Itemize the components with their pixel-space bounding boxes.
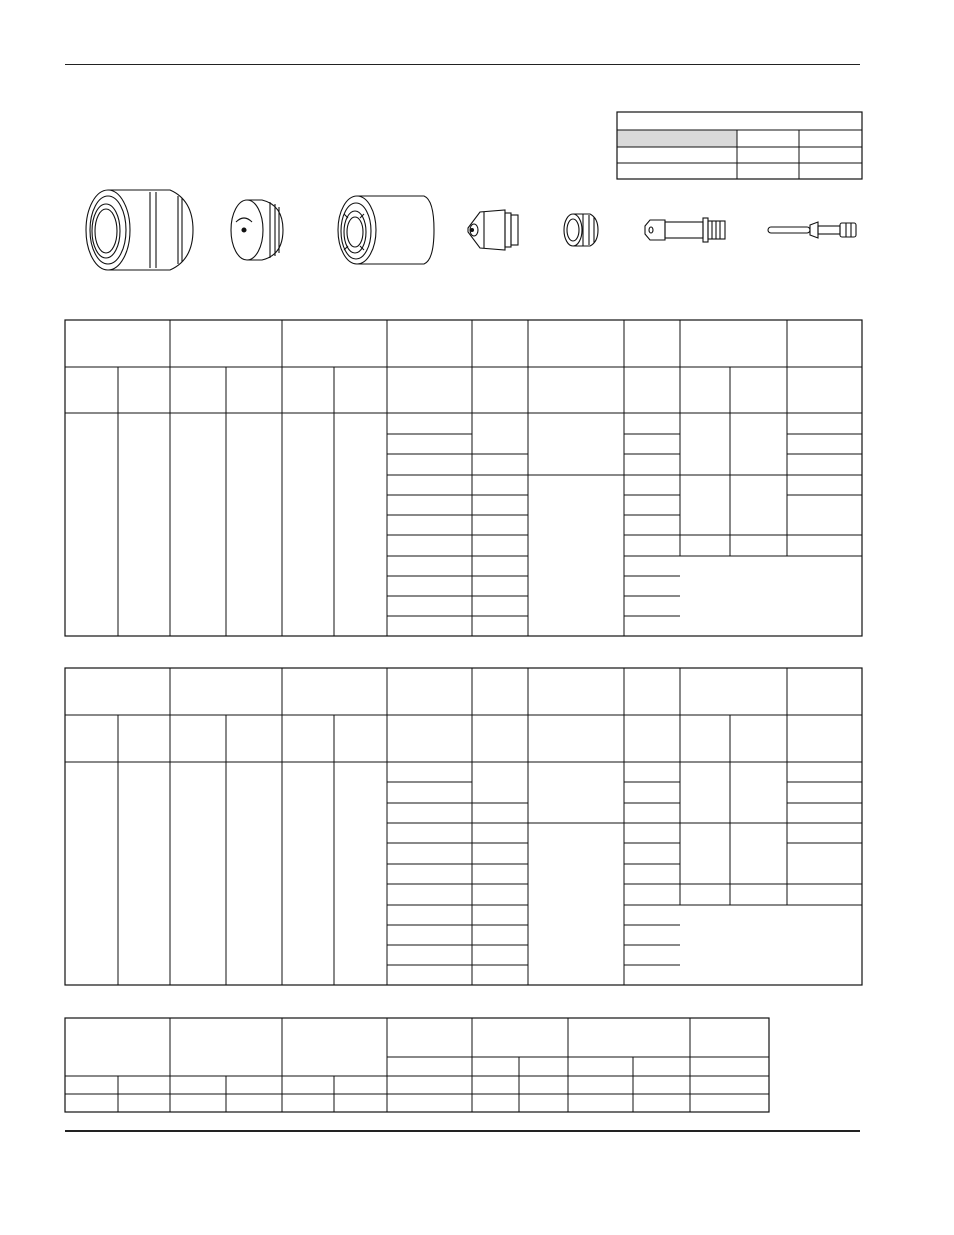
swirl-ring-icon	[564, 214, 598, 246]
nozzle-icon	[468, 210, 518, 250]
footer-rule	[65, 1130, 860, 1132]
shield-cap-icon	[231, 200, 283, 260]
small-reference-table	[617, 112, 862, 179]
small-table-header-cell	[617, 130, 737, 147]
bottom-table	[65, 1018, 769, 1112]
shield-icon	[86, 190, 193, 270]
consumables-table-2	[65, 668, 862, 985]
consumables-table-1	[65, 320, 862, 636]
water-tube-icon	[768, 222, 856, 238]
electrode-icon	[645, 218, 725, 242]
retaining-cap-icon	[338, 196, 434, 264]
